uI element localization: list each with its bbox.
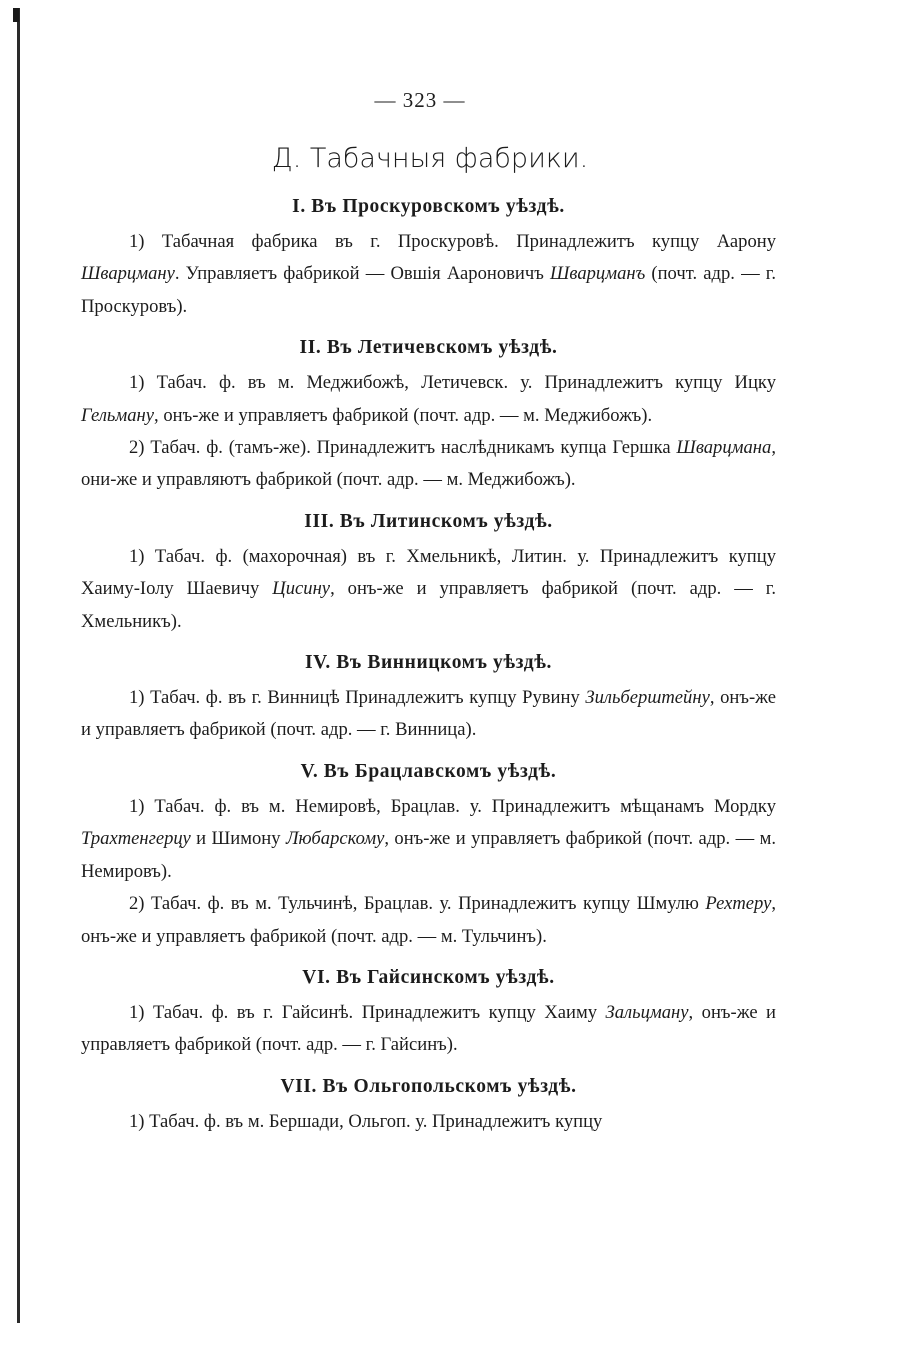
entry-text: , онъ-же и управляетъ фабрикой (почт. адр. — м. Меджибожъ). [154, 404, 653, 426]
owner-name: Трахтенгерцу [81, 828, 191, 850]
district-heading: VI. Въ Гайсинскомъ уѣздѣ. [302, 966, 555, 988]
section-spacer [81, 638, 776, 646]
section-spacer [81, 323, 776, 331]
owner-name: Зильберштейну [585, 687, 710, 709]
entry-text: 1) Табач. ф. въ м. Меджибожѣ, Летичевск. у. Принадлежитъ купцу Ицку [129, 372, 776, 394]
owner-name: Гельману [81, 404, 155, 426]
section-spacer [81, 953, 776, 961]
entry-text: и Шимону [190, 828, 286, 850]
entry-text: , онъ-же и управляетъ фабрикой (почт. адр. — г. Хмельникъ). [81, 578, 776, 632]
district-heading: I. Въ Проскуровскомъ уѣздѣ. [292, 196, 565, 217]
section-spacer [81, 497, 776, 505]
district-heading: VII. Въ Ольгопольскомъ уѣздѣ. [280, 1075, 577, 1097]
page-binding-edge [17, 8, 20, 1323]
entry-text: 1) Табач. ф. въ м. Бершади, Ольгоп. у. Принадлежитъ купцу [129, 1110, 603, 1132]
owner-name: Шварцману [81, 263, 175, 285]
factory-entry [81, 791, 776, 888]
owner-name: Цисину [272, 578, 331, 600]
factory-entry [81, 997, 776, 1062]
section-title: Д. Табачныя фабрики. [271, 143, 589, 174]
entry-text: 1) Табачная фабрика въ г. Проскуровѣ. Принадлежитъ купцу Аарону [129, 231, 776, 252]
owner-name: Любарскому [285, 828, 385, 850]
entry-text: , онъ-же и управляетъ фабрикой (почт. адр. — г. Гайсинъ). [81, 1001, 777, 1056]
district-heading: III. Въ Литинскомъ уѣздѣ. [304, 510, 553, 532]
factory-entry [81, 541, 776, 638]
section-spacer [81, 1062, 776, 1070]
owner-name: Зальцману [605, 1001, 689, 1023]
factory-entry [81, 367, 776, 432]
entry-text: 1) Табач. ф. (махорочная) въ г. Хмельникѣ, Литин. у. Принадлежитъ купцу Хаиму-Іолу Шаевичу [81, 545, 776, 600]
owner-name: Рехтеру [705, 893, 772, 915]
owner-name: Шварцманъ [549, 263, 646, 285]
entry-text: 2) Табач. ф. въ м. Тульчинѣ, Брацлав. у. Принадлежитъ купцу Шмулю [129, 893, 706, 915]
entry-text: , онъ-же и управляетъ фабрикой (почт. адр. — м. Немировъ). [81, 828, 776, 882]
page-number: — 323 — [374, 88, 466, 112]
entry-text: 1) Табач. ф. въ г. Винницѣ Принадлежитъ купцу Рувину [129, 687, 586, 709]
district-heading: II. Въ Летичевскомъ уѣздѣ. [299, 337, 558, 359]
district-heading: V. Въ Брацлавскомъ уѣздѣ. [300, 760, 557, 782]
entry-text: 1) Табач. ф. въ м. Немировѣ, Брацлав. у. Принадлежитъ мѣщанамъ Мордку [129, 795, 776, 817]
factory-entry [81, 682, 776, 747]
entry-text: (почт. адр. — г. Проскуровъ). [81, 263, 776, 317]
section-spacer [81, 747, 776, 755]
factory-entry [81, 888, 776, 953]
entry-text: 1) Табач. ф. въ г. Гайсинѣ. Принадлежитъ купцу Хаиму [129, 1001, 606, 1023]
document-body [81, 190, 776, 1138]
entry-text: , они-же и управляютъ фабрикой (почт. адр. — м. Меджибожъ). [81, 437, 776, 491]
factory-entry [81, 432, 776, 497]
entry-text: , онъ-же и управляетъ фабрикой (почт. адр. — м. Тульчинъ). [81, 893, 776, 947]
district-heading: IV. Въ Винницкомъ уѣздѣ. [304, 652, 552, 674]
entry-text: , онъ-же и управляетъ фабрикой (почт. адр. — г. Винница). [81, 687, 776, 741]
page-binding-mark [13, 8, 19, 22]
owner-name: Шварцмана [676, 437, 772, 459]
factory-entry [81, 1106, 776, 1138]
entry-text: 2) Табач. ф. (тамъ-же). Принадлежитъ наслѣдникамъ купца Гершка [129, 437, 677, 459]
entry-text: . Управляетъ фабрикой — Овшія Аароновичъ [174, 263, 550, 285]
factory-entry [81, 226, 776, 323]
